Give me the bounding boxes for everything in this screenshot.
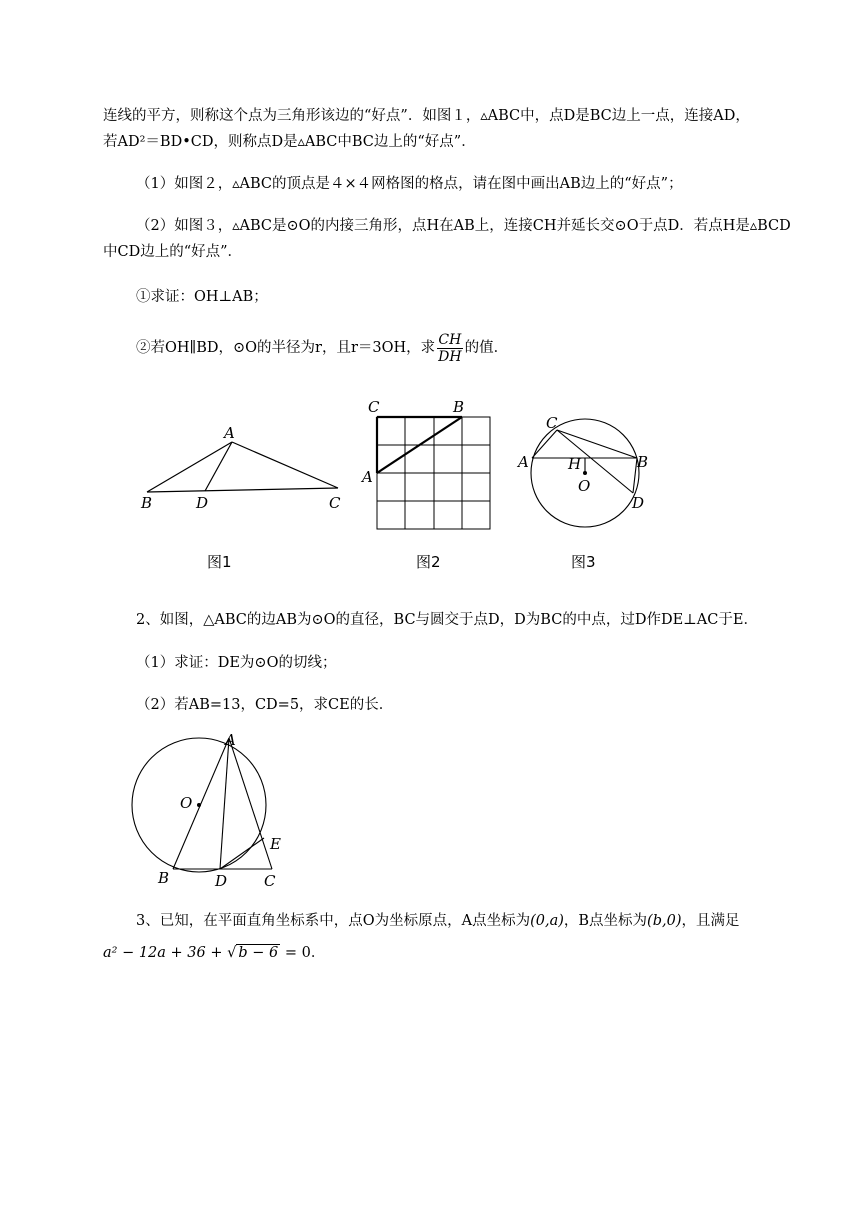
intro-line-1: 连线的平方，则称这个点为三角形该边的“好点”．如图１，▵ABC中，点D是BC边上一点，连接AD，	[103, 108, 750, 124]
q2-label-e: E	[270, 835, 281, 853]
fraction-denominator: DH	[438, 348, 462, 365]
fig3-label-d: D	[632, 494, 645, 512]
q3-equation	[103, 943, 325, 963]
q1-part2-line2: 中CD边上的“好点”．	[103, 244, 243, 260]
q3-stem-a: 3、已知，在平面直角坐标系中，点O为坐标原点，A点坐标为	[136, 913, 531, 929]
fig1-label-c: C	[329, 494, 341, 512]
q2-drawing	[132, 738, 272, 872]
fig2-label-c: C	[368, 398, 380, 416]
fig3-caption: 图3	[571, 553, 596, 571]
fig3-label-c: C	[546, 414, 558, 432]
q3-coord-b: (b,0)	[647, 913, 682, 929]
fig3-label-a: A	[518, 453, 529, 471]
fig1-label-d: D	[196, 494, 209, 512]
q1-part1: （1）如图２，▵ABC的顶点是４×４网格图的格点，请在图中画出AB边上的“好点”；	[136, 176, 683, 192]
q2-label-a: A	[225, 731, 236, 749]
q2-label-d: D	[215, 872, 228, 890]
q1-part2-line1: （2）如图３，▵ABC是⊙O的内接三角形，点H在AB上，连接CH并延长交⊙O于点D．若点H是▵BCD	[136, 218, 791, 234]
q2-label-c: C	[264, 872, 276, 890]
fig3-label-o: O	[578, 477, 591, 495]
fig1-label-b: B	[141, 494, 153, 512]
q3-stem	[136, 911, 739, 931]
q2-label-o: O	[180, 794, 193, 812]
fig3-label-h: H	[568, 455, 582, 473]
q3-stem-c: ，且满足	[681, 913, 740, 929]
fig3-label-b: B	[637, 453, 649, 471]
q3-eq-part-b: = 0．	[280, 945, 326, 961]
q3-eq-part-a: a² − 12a + 36 +	[103, 945, 228, 961]
q3-stem-b: ，B点坐标为	[563, 913, 648, 929]
fig2-label-a: A	[362, 468, 373, 486]
fig3-center-dot	[583, 471, 587, 475]
fig2-label-b: B	[453, 398, 465, 416]
q2-part2: （2）若AB=13，CD=5，求CE的长．	[136, 697, 394, 713]
q1-sub1: ①求证：OH⊥AB；	[136, 289, 268, 305]
q2-label-b: B	[158, 869, 170, 887]
q1-sub2-suffix: 的值．	[464, 340, 509, 356]
q2-stem: 2、如图，△ABC的边AB为⊙O的直径，BC与圆交于点D，D为BC的中点，过D作DE⊥AC于E．	[136, 612, 758, 628]
q3-eq-root: b − 6	[238, 945, 279, 961]
fraction-numerator: CH	[438, 331, 462, 348]
fig2-grid	[377, 417, 490, 529]
q2-center-dot	[197, 803, 201, 807]
q1-sub2-prefix: ②若OH∥BD，⊙O的半径为r，且r＝3OH，求	[136, 340, 436, 356]
sqrt-sign: √	[227, 945, 237, 961]
fig1-label-a: A	[224, 424, 235, 442]
fig1-caption: 图1	[207, 553, 232, 571]
fig2-caption: 图2	[416, 553, 441, 571]
q2-part1: （1）求证：DE为⊙O的切线；	[136, 655, 337, 671]
q3-coord-a: (0,a)	[530, 913, 564, 929]
intro-line-2: 若AD²＝BD•CD，则称点D是▵ABC中BC边上的“好点”．	[103, 134, 476, 150]
